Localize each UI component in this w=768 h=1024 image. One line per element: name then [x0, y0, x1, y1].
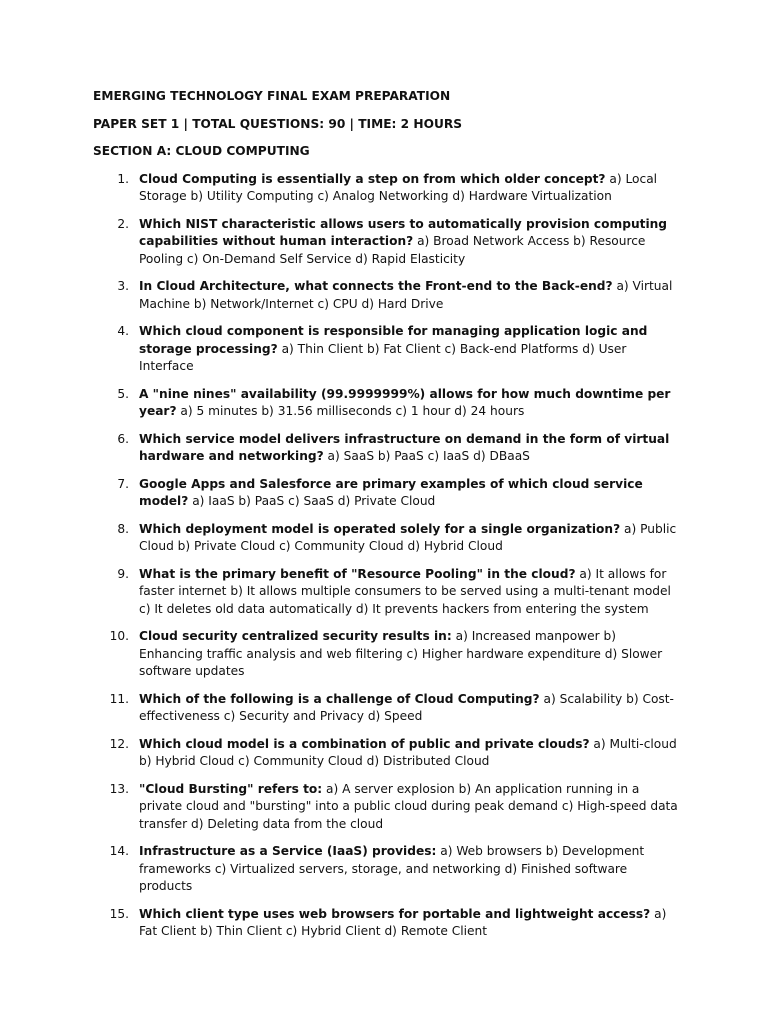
question-text: What is the primary benefit of "Resource Pooling" in the cloud? [139, 566, 576, 581]
question-item [93, 843, 682, 896]
question-item [93, 628, 682, 681]
question-options: a) Thin Client b) Fat Client c) Back-end Platforms d) User Interface [139, 341, 627, 373]
question-options: a) It allows for faster internet b) It allows multiple consumers to be served using a multi-tenant model c) It deletes old data automatically d) It prevents hackers from entering the system [139, 566, 671, 616]
question-options: a) Increased manpower b) Enhancing traffic analysis and web filtering c) Higher hardware expenditure d) Slower software updates [139, 629, 663, 678]
question-item [93, 386, 682, 421]
question-text: Which of the following is a challenge of Cloud Computing? [139, 691, 540, 706]
question-text: Which cloud model is a combination of public and private clouds? [139, 736, 590, 751]
question-text: Infrastructure as a Service (IaaS) provides: [139, 844, 437, 858]
question-text: Cloud security centralized security results in: [139, 629, 452, 643]
question-text: Which cloud component is responsible for managing application logic and storage processing? [139, 324, 648, 356]
question-options: a) IaaS b) PaaS c) SaaS d) Private Cloud [192, 494, 436, 508]
question-item [93, 691, 682, 726]
question-options: a) SaaS b) PaaS c) IaaS d) DBaaS [327, 449, 530, 463]
question-options: a) Public Cloud b) Private Cloud c) Community Cloud d) Hybrid Cloud [139, 521, 677, 553]
question-number: 9. [117, 566, 129, 581]
question-text: Which NIST characteristic allows users to automatically provision computing capabilities without human interaction? [139, 216, 668, 248]
question-item [93, 781, 682, 834]
question-number: 2. [117, 216, 129, 231]
question-item [93, 566, 682, 619]
question-number: 4. [117, 324, 129, 338]
question-text: Which service model delivers infrastructure on demand in the form of virtual hardware and networking? [139, 431, 670, 463]
question-options: a) Scalability b) Cost-effectiveness c) Security and Privacy d) Speed [139, 691, 674, 723]
question-text: Which deployment model is operated solely for a single organization? [139, 521, 621, 536]
question-text: Google Apps and Salesforce are primary examples of which cloud service model? [139, 476, 643, 508]
question-number: 15. [109, 906, 129, 921]
question-item [93, 906, 682, 941]
question-item [93, 476, 682, 511]
question-options: a) Web browsers b) Development frameworks c) Virtualized servers, storage, and networking d) Finished software products [139, 844, 645, 893]
question-number: 1. [117, 171, 129, 186]
question-text: In Cloud Architecture, what connects the Front-end to the Back-end? [139, 279, 613, 293]
question-text: Which client type uses web browsers for portable and lightweight access? [139, 906, 651, 921]
question-item [93, 736, 682, 771]
question-number: 11. [109, 691, 129, 706]
question-number: 14. [109, 844, 129, 858]
question-number: 13. [109, 781, 129, 796]
question-item [93, 216, 682, 269]
question-options: a) 5 minutes b) 31.56 milliseconds c) 1 hour d) 24 hours [180, 404, 525, 418]
question-list [93, 171, 682, 941]
question-item [93, 431, 682, 466]
paper-info: PAPER SET 1 | TOTAL QUESTIONS: 90 | TIME: 2 HOURS [93, 116, 463, 131]
section-heading: SECTION A: CLOUD COMPUTING [93, 144, 310, 158]
question-number: 12. [109, 736, 129, 751]
question-number: 3. [117, 279, 129, 293]
document-title: EMERGING TECHNOLOGY FINAL EXAM PREPARATION [93, 89, 451, 103]
question-options: a) Broad Network Access b) Resource Pooling c) On-Demand Self Service d) Rapid Elasticity [139, 234, 646, 266]
question-text: "Cloud Bursting" refers to: [139, 781, 323, 796]
question-options: a) Virtual Machine b) Network/Internet c) CPU d) Hard Drive [139, 279, 673, 311]
question-number: 10. [109, 629, 129, 643]
question-text: Cloud Computing is essentially a step on from which older concept? [139, 171, 606, 186]
question-item [93, 171, 682, 206]
question-options: a) Fat Client b) Thin Client c) Hybrid Client d) Remote Client [139, 906, 667, 938]
question-number: 5. [117, 386, 129, 401]
question-number: 7. [117, 476, 129, 491]
question-options: a) A server explosion b) An application running in a private cloud and "bursting" into a public cloud during peak demand c) High-speed data transfer d) Deleting data from the cloud [139, 781, 678, 831]
question-text: A "nine nines" availability (99.9999999%) allows for how much downtime per year? [139, 386, 671, 418]
question-item [93, 323, 682, 376]
question-number: 8. [117, 521, 129, 536]
question-item [93, 278, 682, 313]
question-number: 6. [117, 431, 129, 446]
question-options: a) Local Storage b) Utility Computing c) Analog Networking d) Hardware Virtualization [139, 171, 658, 203]
question-options: a) Multi-cloud b) Hybrid Cloud c) Community Cloud d) Distributed Cloud [139, 736, 677, 768]
question-item [93, 521, 682, 556]
